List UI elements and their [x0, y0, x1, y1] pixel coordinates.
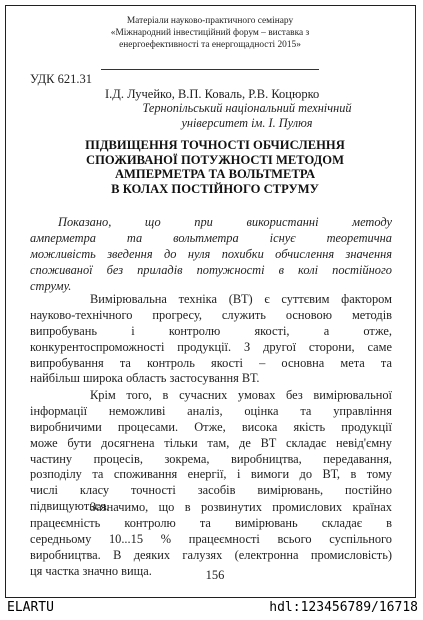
paragraph-1 [30, 292, 392, 387]
page-number: 156 [205, 568, 225, 582]
header-line: Матеріали науково-практичного семінару [126, 16, 294, 26]
paragraph-line: розподілу та споживання енергії, і вимоги до ВТ, в тому [30, 467, 392, 482]
abstract-line: струму. [30, 279, 72, 293]
paragraph-line: науково-технічного прогресу, служить основою методів [30, 307, 392, 322]
abstract [30, 214, 392, 294]
affiliation-line: Тернопільський національний технічний [142, 101, 352, 115]
paragraph-line: виробничими процесами. Отже, висока якість продукції [30, 419, 392, 434]
affiliation [112, 101, 382, 131]
paragraph-line: випробувань і контролю якості, а отже, [30, 323, 392, 338]
title-line: СПОЖИВАНОЇ ПОТУЖНОСТІ МЕТОДОМ [86, 152, 344, 167]
footer-bar [0, 598, 423, 620]
paragraph-line: Крім того, в сучасних умовах без вимірювальної [90, 388, 392, 402]
article-title [60, 138, 370, 196]
abstract-line: Показано, що при використанні методу [58, 215, 392, 229]
paragraph-line: інформації неможливі аналіз, оцінка та управління [30, 403, 392, 418]
paragraph-line: Вимірювальна техніка (ВТ) є суттєвим фактором [90, 292, 392, 306]
handle-identifier: hdl:123456789/16718 [269, 600, 418, 615]
paragraph-line: виробництва. В деяких галузях (електронна промисловість) [30, 547, 392, 562]
paragraph-line: ця частка значно вища. [30, 563, 152, 578]
abstract-line: споживаної без приладів потужності в колі постійного [30, 263, 392, 277]
paragraph-line: підвищуються. [30, 499, 110, 514]
authors: І.Д. Лучейко, В.П. Коваль, Р.В. Коцюрко [105, 87, 320, 101]
affiliation-line: університет ім. І. Пулюя [181, 116, 313, 130]
paragraph-line: випробування та контроль якості – основна мета та [30, 355, 392, 370]
paragraph-line: середньому 10...15 % працеємності всього суспільного [30, 531, 392, 546]
paragraph-line: може бути досягнена тільки там, де ВТ складає невід'ємну [30, 435, 392, 450]
conference-header [101, 15, 319, 70]
paragraph-line: конкурентоспроможності продукції. З другої сторони, саме [30, 339, 392, 354]
paragraph-line: Зазначимо, що в розвинутих промислових країнах [90, 500, 392, 514]
header-line: енергоефективності та енергощадності 2015» [119, 40, 301, 50]
title-line: ПІДВИЩЕННЯ ТОЧНОСТІ ОБЧИСЛЕННЯ [85, 138, 345, 152]
paragraph-line: числі класу точності засобів вимірювань, постійно [30, 483, 392, 498]
paragraph-line: працеємність контролю та вимірювань складає в [30, 515, 392, 530]
paragraph-2 [30, 388, 392, 515]
abstract-line: можливість зведення до нуля похибки обчислення значення [30, 247, 392, 261]
abstract-line: амперметра та вольтметра існує теоретична [30, 231, 392, 245]
repository-name: ELARTU [7, 600, 54, 615]
paragraph-line: найбільш широка область застосування ВТ. [30, 371, 260, 386]
title-line: В КОЛАХ ПОСТІЙНОГО СТРУМУ [111, 181, 319, 196]
udk-code: УДК 621.31 [30, 72, 92, 86]
header-line: «Міжнародний інвестиційний форум – виставка з [110, 28, 310, 38]
paragraph-line: частину процесів, зокрема, виробництва, передавання, [30, 451, 392, 466]
title-line: АМПЕРМЕТРА ТА ВОЛЬТМЕТРА [114, 167, 316, 182]
